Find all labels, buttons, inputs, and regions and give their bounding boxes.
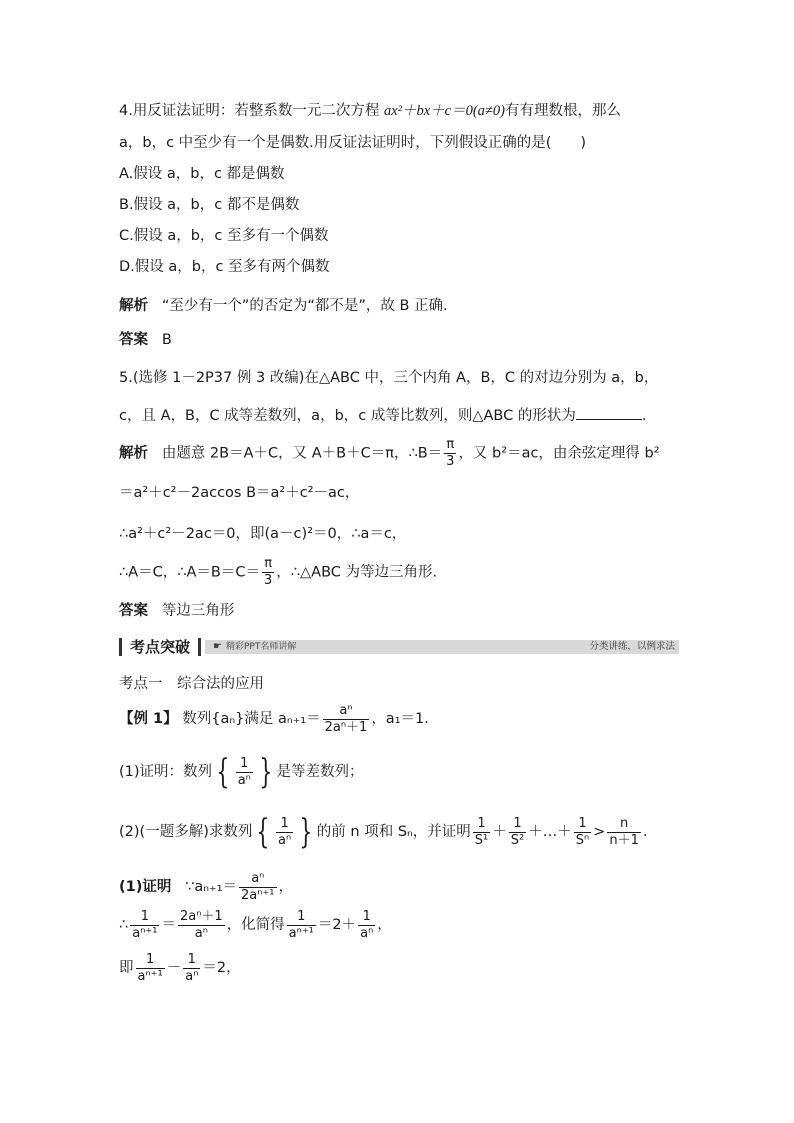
frac-num: n — [607, 816, 641, 833]
frac-num: 1 — [509, 816, 526, 833]
frac-num: 1 — [183, 952, 200, 969]
q4-analysis-text: “至少有一个”的否定为“都不是”，故 B 正确. — [161, 298, 448, 314]
q4-equation: ax²＋bx＋c＝0(a≠0) — [383, 103, 505, 119]
q4-line1-post: 有有理数根，那么 — [504, 103, 621, 119]
proof-2-frac-3 — [287, 909, 316, 942]
frac-den: 3 — [446, 454, 455, 469]
frac-den: aⁿ — [237, 772, 251, 788]
q4-answer-text: B — [161, 332, 172, 348]
q4-analysis — [119, 296, 448, 316]
proof-line-2 — [119, 905, 392, 945]
proof-1a: ∵aₙ₊₁＝ — [185, 879, 238, 895]
therefore-sign: ∴ — [119, 917, 129, 933]
frac-den: aⁿ — [194, 925, 208, 941]
pi-over-3-fraction — [444, 437, 456, 470]
pi-over-3-fraction — [262, 556, 274, 589]
example-tail: ，a₁＝1. — [371, 711, 429, 727]
part-2 — [119, 812, 647, 852]
part-1 — [119, 752, 363, 792]
ellipsis-plus: ＋…＋ — [528, 824, 572, 840]
right-brace-icon: } — [299, 812, 313, 852]
proof-line-3 — [119, 948, 241, 988]
pointing-hand-icon: ☛ — [213, 641, 222, 652]
q5-line2-text: c，且 A，B，C 成等差数列，a，b，c 成等比数列，则△ABC 的形状为 — [119, 408, 576, 424]
banner-subtitle — [213, 638, 296, 656]
q4-analysis-label: 解析 — [119, 298, 148, 314]
frac-den: S¹ — [474, 832, 489, 848]
q5-line2-end: . — [641, 408, 647, 424]
proof-3-frac-1 — [136, 952, 165, 985]
part2-fraction — [276, 816, 293, 849]
equals-sign: ＝ — [161, 917, 176, 933]
section-banner — [119, 638, 679, 656]
frac-den: Sⁿ — [575, 832, 590, 848]
left-brace-icon: { — [216, 752, 230, 792]
sum-frac-2 — [509, 816, 526, 849]
part2-pre: (2)(一题多解)求数列 — [119, 824, 253, 840]
example-label: 【例 1】 — [119, 711, 178, 727]
part1-pre: (1)证明：数列 — [119, 764, 213, 780]
q5-analysis-label: 解析 — [119, 445, 148, 462]
example-fraction — [323, 703, 370, 736]
part1-fraction — [236, 756, 253, 789]
q5-conclusion-line — [119, 556, 437, 589]
greater-than: > — [593, 824, 606, 840]
q4-option-b: B.假设 a，b，c 都不是偶数 — [119, 197, 300, 213]
frac-den: aⁿ — [185, 968, 199, 984]
frac-num: 1 — [574, 816, 591, 833]
frac-den: aⁿ — [360, 925, 374, 941]
proof-2-eq2: ＝2＋ — [317, 917, 357, 933]
q5-answer-label: 答案 — [119, 603, 148, 619]
proof-1-fraction — [239, 871, 277, 904]
q4-answer-label: 答案 — [119, 332, 148, 348]
part2-end: . — [642, 824, 648, 840]
sum-frac-1 — [473, 816, 490, 849]
frac-num: aⁿ — [239, 871, 277, 888]
frac-num: 1 — [473, 816, 490, 833]
q5-square-line: ∴a²＋c²－2ac＝0，即(a－c)²＝0，∴a＝c， — [119, 526, 407, 542]
q5-eq-a: ∴A＝C，∴A＝B＝C＝ — [119, 564, 260, 581]
frac-num: π — [444, 437, 456, 454]
proof-1b: ， — [278, 879, 294, 895]
q5-analysis — [119, 437, 660, 470]
banner-subtitle-text: 精彩PPT名师讲解 — [225, 642, 297, 652]
proof-label: (1)证明 — [119, 879, 172, 895]
example-text: 数列{aₙ}满足 aₙ₊₁＝ — [182, 711, 321, 727]
q4-line1 — [119, 101, 621, 121]
frac-num: 1 — [136, 952, 165, 969]
proof-2-frac-4 — [358, 909, 375, 942]
section-heading: 考点一 综合法的应用 — [119, 676, 264, 692]
minus-sign: － — [166, 960, 182, 976]
proof-2-end: ， — [377, 917, 392, 933]
rhs-fraction — [607, 816, 641, 849]
q5-eq-b: ，∴△ABC 为等边三角形. — [276, 564, 438, 581]
frac-num: 2aⁿ＋1 — [179, 908, 223, 924]
sum-frac-n — [574, 816, 591, 849]
answer-blank — [576, 405, 642, 420]
frac-den: 2aⁿ＋1 — [324, 719, 368, 735]
proof-2-frac-1 — [130, 909, 159, 942]
frac-den: 3 — [264, 573, 273, 588]
proof-2-mid: ，化简得 — [226, 917, 285, 933]
frac-num: aⁿ — [323, 703, 370, 720]
banner-right-text: 分类讲练，以例求法 — [589, 641, 675, 652]
proof-line-1 — [119, 868, 293, 906]
q4-answer — [119, 330, 172, 350]
frac-den: aⁿ — [278, 832, 292, 848]
q5-answer — [119, 601, 234, 621]
proof-3-frac-2 — [183, 952, 200, 985]
frac-num: 1 — [130, 909, 159, 926]
frac-num: 1 — [236, 756, 253, 773]
proof-3a: 即 — [119, 960, 134, 976]
right-brace-icon: } — [259, 752, 273, 792]
frac-den: n＋1 — [609, 832, 639, 848]
part2-mid: 的前 n 项和 Sₙ，并证明 — [316, 824, 471, 840]
frac-den: S² — [510, 832, 525, 848]
q5-analysis-b: ，又 b²＝ac，由余弦定理得 b² — [458, 445, 660, 462]
q5-answer-text: 等边三角形 — [161, 603, 235, 619]
q4-option-d: D.假设 a，b，c 至多有两个偶数 — [119, 259, 330, 275]
example-1 — [119, 700, 429, 738]
frac-num: 1 — [358, 909, 375, 926]
part1-post: 是等差数列； — [276, 764, 364, 780]
frac-num: 1 — [276, 816, 293, 833]
frac-den: 2aⁿ⁺¹ — [241, 887, 275, 903]
frac-den: aⁿ⁺¹ — [137, 968, 163, 984]
q4-option-a: A.假设 a，b，c 都是偶数 — [119, 166, 285, 182]
q5-analysis-a: 由题意 2B＝A＋C，又 A＋B＋C＝π，∴B＝ — [161, 445, 443, 462]
q4-line1-pre: 4.用反证法证明：若整系数一元二次方程 — [119, 103, 384, 119]
q5-line2 — [119, 405, 646, 426]
left-brace-icon: { — [256, 812, 270, 852]
frac-num: 1 — [287, 909, 316, 926]
q5-cos-line: ＝a²＋c²－2accos B＝a²＋c²－ac， — [119, 485, 360, 501]
plus-sign: ＋ — [492, 824, 507, 840]
banner-title: 考点突破 — [119, 638, 201, 656]
proof-2-frac-2 — [178, 909, 225, 942]
frac-num: π — [262, 556, 274, 573]
proof-3-end: ＝2， — [202, 960, 241, 976]
q4-line2: a，b，c 中至少有一个是偶数.用反证法证明时，下列假设正确的是( ) — [119, 135, 587, 151]
frac-den: aⁿ⁺¹ — [288, 925, 314, 941]
frac-den: aⁿ⁺¹ — [132, 925, 158, 941]
q5-line1: 5.(选修 1－2P37 例 3 改编)在△ABC 中，三个内角 A，B，C 的对边分别为 a，b， — [119, 370, 659, 386]
q4-option-c: C.假设 a，b，c 至多有一个偶数 — [119, 228, 329, 244]
